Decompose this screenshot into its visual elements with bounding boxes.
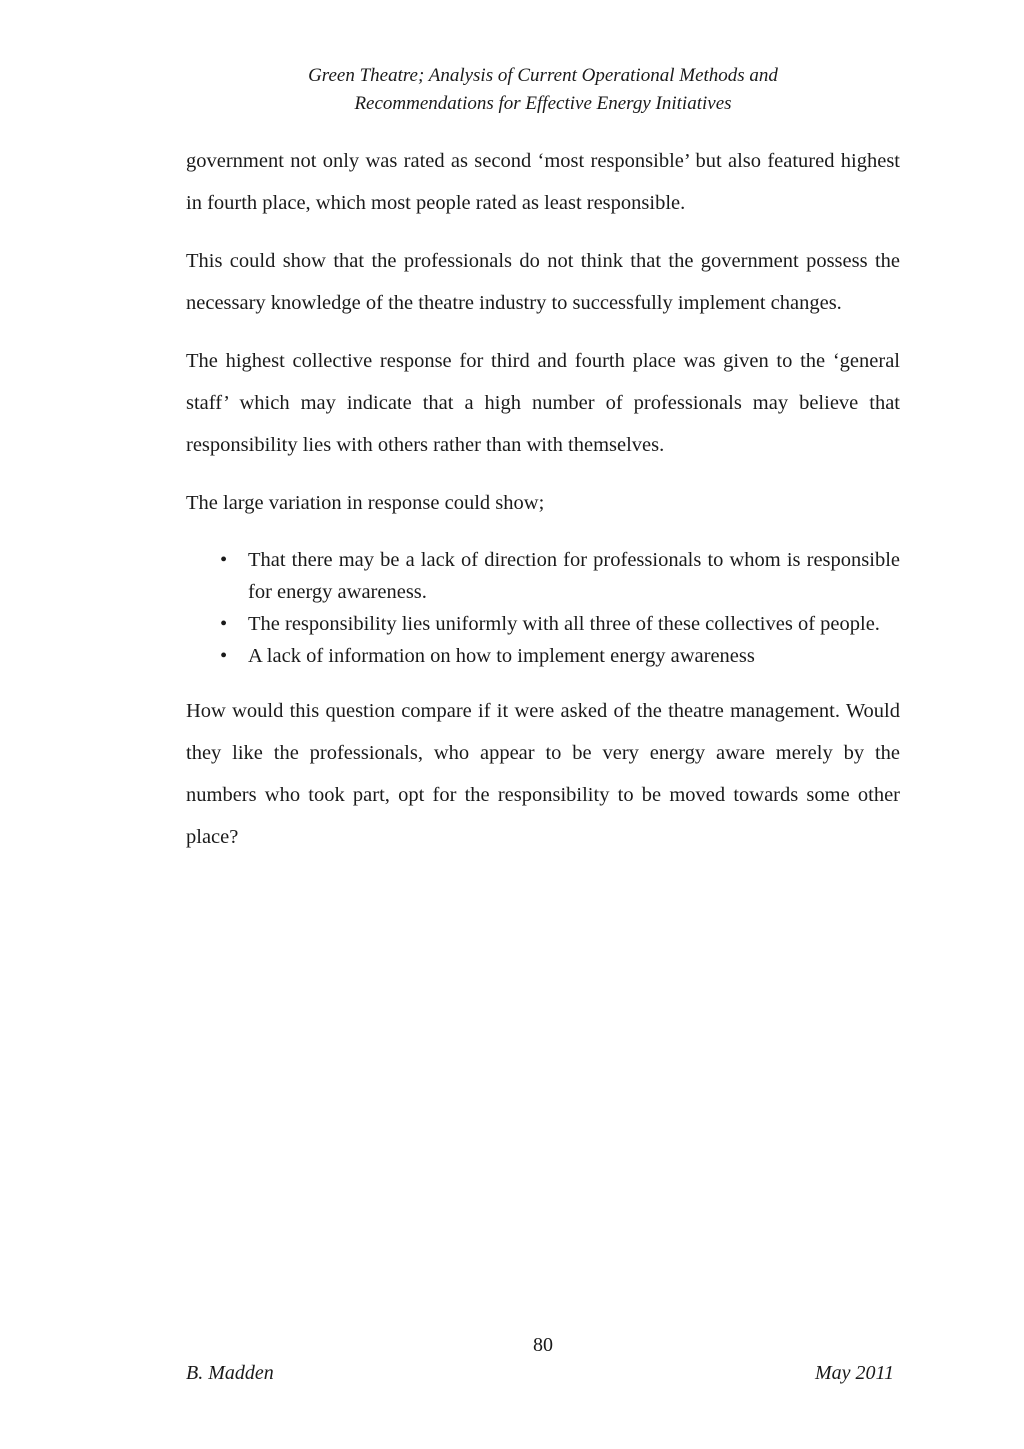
bullet-text-3: A lack of information on how to implement energy awareness [248, 645, 755, 667]
bullet-text-1: That there may be a lack of direction for professionals to whom is responsible for energy awareness. [248, 549, 900, 603]
paragraph-5: How would this question compare if it were asked of the theatre management. Would they like the professionals, who appear to be very energy aware merely by the numbers who took part, opt for the responsibility to be moved towards some other place? [186, 700, 900, 848]
header-title-line-2: Recommendations for Effective Energy Initiatives [354, 93, 732, 114]
footer-author: B. Madden [186, 1362, 274, 1384]
bullet-icon: • [220, 549, 228, 571]
bullet-item-2 [220, 608, 900, 640]
bullet-list [186, 544, 900, 672]
footer-date: May 2011 [814, 1362, 894, 1384]
bullet-icon: • [220, 645, 228, 667]
paragraph-4: The large variation in response could show; [186, 492, 545, 514]
header-title-line-1: Green Theatre; Analysis of Current Operational Methods and [308, 65, 778, 86]
bullet-text-2: The responsibility lies uniformly with all three of these collectives of people. [248, 613, 880, 635]
bullet-icon: • [220, 613, 228, 635]
page-number: 80 [533, 1334, 553, 1356]
bullet-item-1 [220, 544, 900, 608]
bullet-item-3 [220, 640, 900, 672]
paragraph-2: This could show that the professionals do not think that the government possess the necessary knowledge of the theatre industry to successfully implement changes. [186, 250, 900, 314]
main-content [186, 140, 900, 874]
paragraph-3: The highest collective response for third and fourth place was given to the ‘general staff’ which may indicate that a high number of professionals may believe that responsibility lies with others rather than with themselves. [186, 350, 900, 456]
paragraph-1: government not only was rated as second ‘most responsible’ but also featured highest in fourth place, which most people rated as least responsible. [186, 150, 900, 214]
running-header [186, 62, 900, 118]
